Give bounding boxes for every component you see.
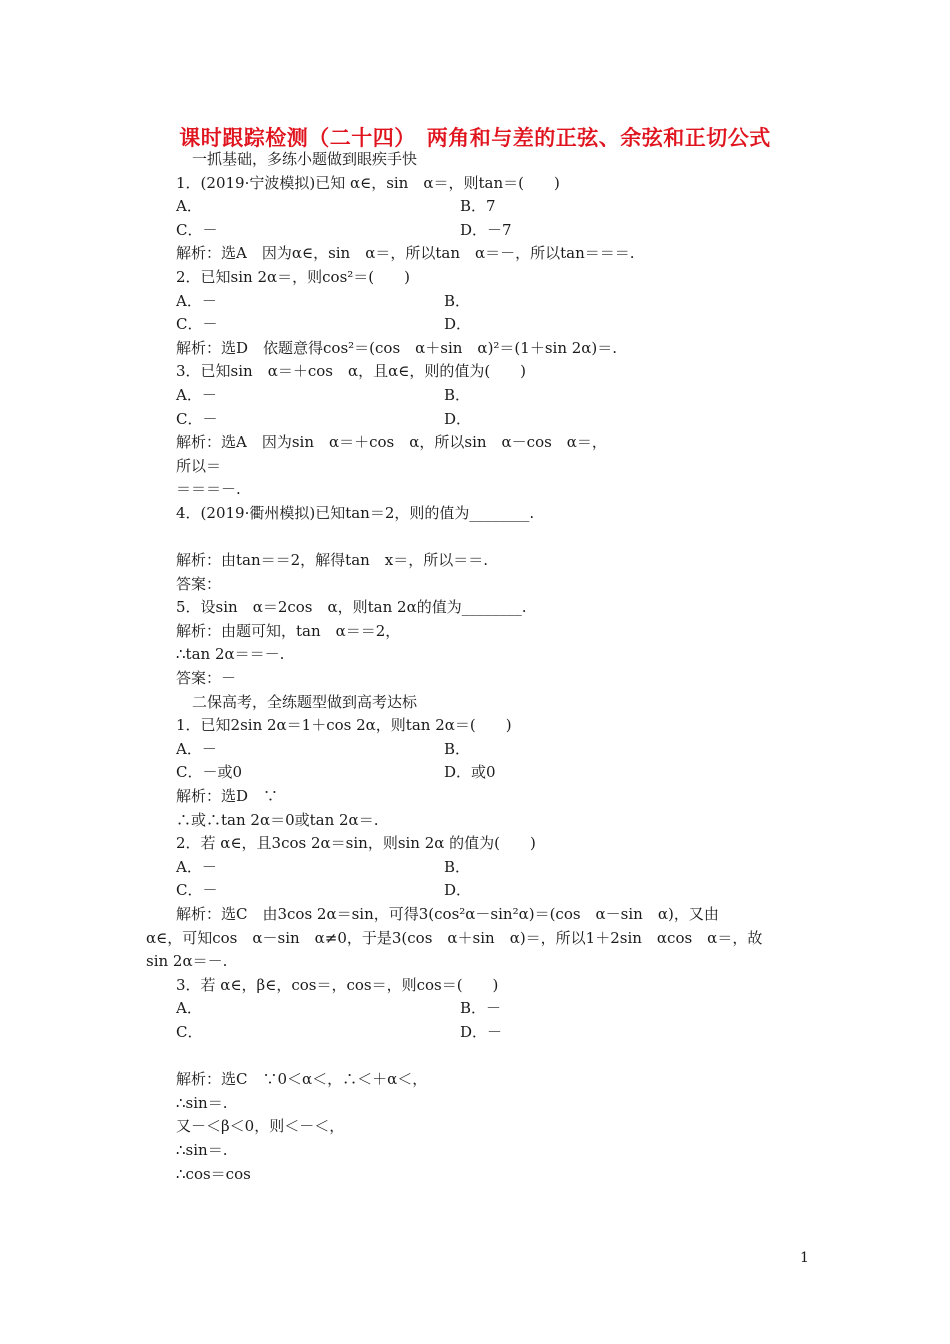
text-line: [0, 903, 950, 927]
text-line: [0, 549, 950, 573]
page-number: 1: [800, 1250, 809, 1266]
text-line: [0, 1139, 950, 1163]
line-text: A．－: [176, 385, 217, 404]
line-text: 解析：选D ∵: [176, 787, 279, 806]
line-text: 1．(2019·宁波模拟)已知 α∈，sin α＝，则tan＝( ): [176, 173, 560, 192]
option-text: D．－7: [460, 220, 512, 239]
line-text: α∈，可知cos α－sin α≠0，于是3(cos α＋sin α)＝，所以1＋2sin αcos α＝，故: [146, 928, 763, 947]
text-line: [0, 1163, 950, 1187]
text-line: [0, 384, 950, 408]
line-text: ∴sin＝.: [176, 1093, 228, 1112]
line-text: 所以＝: [176, 456, 222, 475]
option-text: B．: [444, 739, 471, 758]
line-text: 解析：由tan＝＝2，解得tan x＝，所以＝＝.: [176, 551, 489, 570]
line-text: 一抓基础，多练小题做到眼疾手快: [192, 150, 418, 168]
text-line: [0, 832, 950, 856]
line-text: C．－: [176, 220, 218, 239]
text-line: [0, 1045, 950, 1069]
line-text: 解析：选C 由3cos 2α＝sin，可得3(cos²α－sin²α)＝(cos α－sin α)，又由: [176, 905, 719, 923]
text-line: [0, 408, 950, 432]
text-line: [0, 148, 950, 172]
option-text: D．: [444, 315, 472, 334]
document-body: [0, 148, 950, 1186]
option-text: B．－: [460, 999, 502, 1018]
text-line: [0, 620, 950, 644]
line-text: C．－: [176, 409, 218, 428]
text-line: [0, 643, 950, 667]
option-text: B．: [444, 857, 471, 876]
text-line: [0, 266, 950, 290]
line-text: 2．已知sin 2α＝，则cos²＝( ): [176, 267, 410, 286]
text-line: [0, 691, 950, 715]
text-line: [0, 1021, 950, 1045]
page-title: 课时跟踪检测（二十四） 两角和与差的正弦、余弦和正切公式: [179, 126, 771, 150]
text-line: [0, 195, 950, 219]
text-line: [0, 950, 950, 974]
text-line: [0, 219, 950, 243]
text-line: [0, 526, 950, 550]
line-text: ＝＝＝－.: [176, 480, 241, 499]
text-line: [0, 313, 950, 337]
text-line: [0, 290, 950, 314]
text-line: [0, 738, 950, 762]
text-line: [0, 1068, 950, 1092]
line-text: A．－: [176, 739, 217, 758]
text-line: [0, 974, 950, 998]
line-text: 3．若 α∈，β∈，cos＝，cos＝，则cos＝( ): [176, 975, 499, 994]
text-line: [0, 478, 950, 502]
text-line: [0, 879, 950, 903]
line-text: 4．(2019·衢州模拟)已知tan＝2，则的值为________.: [176, 503, 535, 522]
option-text: B．7: [460, 197, 496, 216]
text-line: [0, 809, 950, 833]
line-text: 解析：由题可知，tan α＝＝2，: [176, 621, 401, 640]
option-text: B．: [444, 291, 471, 310]
text-line: [0, 596, 950, 620]
line-text: ∴sin＝.: [176, 1140, 228, 1159]
line-text: 解析：选A 因为sin α＝＋cos α，所以sin α－cos α＝，: [176, 433, 607, 452]
line-text: C．－: [176, 315, 218, 334]
option-text: D．或0: [444, 763, 496, 782]
line-text: 3．已知sin α＝＋cos α，且α∈，则的值为( ): [176, 362, 527, 381]
text-line: [0, 242, 950, 266]
line-text: A．: [176, 197, 202, 216]
line-text: 答案：－: [176, 669, 237, 688]
line-text: 2．若 α∈，且3cos 2α＝sin，则sin 2α 的值为( ): [176, 834, 536, 853]
line-text: 解析：选A 因为α∈，sin α＝，所以tan α＝－，所以tan＝＝＝.: [176, 244, 635, 263]
text-line: [0, 431, 950, 455]
text-line: [0, 761, 950, 785]
line-text: ∴tan 2α＝＝－.: [176, 645, 285, 664]
line-text: C．: [176, 1022, 203, 1041]
text-line: [0, 573, 950, 597]
text-line: [0, 785, 950, 809]
text-line: [0, 172, 950, 196]
line-text: A．－: [176, 857, 217, 876]
line-text: 解析：选C ∵0＜α＜，∴＜＋α＜，: [176, 1070, 428, 1089]
line-text: 5．设sin α＝2cos α，则tan 2α的值为________.: [176, 598, 527, 617]
line-text: sin 2α＝－.: [146, 952, 228, 971]
line-text: 答案：: [176, 574, 222, 593]
line-text: A．: [176, 999, 202, 1018]
line-text: ∴或∴tan 2α＝0或tan 2α＝.: [176, 810, 379, 829]
option-text: D．: [444, 881, 472, 900]
text-line: [0, 455, 950, 479]
option-text: D．: [444, 409, 472, 428]
option-text: D．－: [460, 1022, 503, 1041]
line-text: 1．已知2sin 2α＝1＋cos 2α，则tan 2α＝( ): [176, 716, 512, 735]
text-line: [0, 360, 950, 384]
text-line: [0, 856, 950, 880]
line-text: 又－＜β＜0，则＜－＜，: [176, 1117, 345, 1136]
text-line: [0, 1115, 950, 1139]
text-line: [0, 337, 950, 361]
option-text: B．: [444, 385, 471, 404]
line-text: A．－: [176, 291, 217, 310]
line-text: 解析：选D 依题意得cos²＝(cos α＋sin α)²＝(1＋sin 2α)＝.: [176, 338, 618, 357]
text-line: [0, 714, 950, 738]
line-text: ∴cos＝cos: [176, 1164, 251, 1183]
text-line: [0, 927, 950, 951]
text-line: [0, 1092, 950, 1116]
text-line: [0, 502, 950, 526]
line-text: C．－: [176, 881, 218, 900]
text-line: [0, 997, 950, 1021]
text-line: [0, 667, 950, 691]
line-text: C．－或0: [176, 763, 243, 782]
line-text: 二保高考，全练题型做到高考达标: [192, 692, 418, 711]
